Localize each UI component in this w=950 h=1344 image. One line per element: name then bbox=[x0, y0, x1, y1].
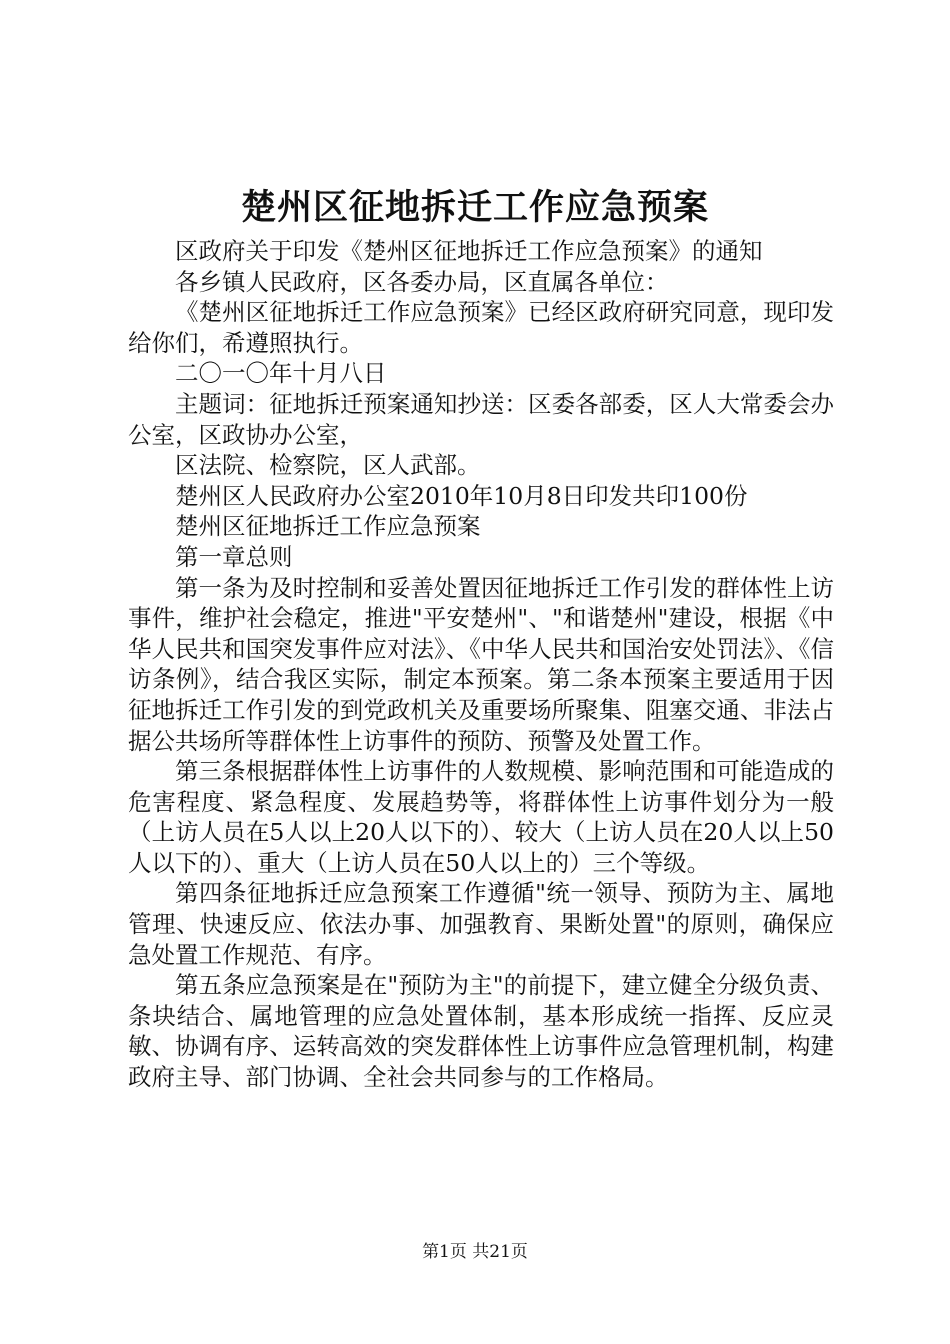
subject-words-line: 主题词：征地拆迁预案通知抄送：区委各部委，区人大常委会办公室，区政协办公室， bbox=[128, 389, 834, 449]
article-3-paragraph: 第三条根据群体性上访事件的人数规模、影响范围和可能造成的危害程度、紧急程度、发展趋势等，将群体性上访事件划分为一般（上访人员在5人以上20人以下的）、较大（上访人员在20人以上50人以下的）、重大（上访人员在50人以上的）三个等级。 bbox=[128, 757, 834, 877]
notice-content: 《楚州区征地拆迁工作应急预案》已经区政府研究同意，现印发给你们，希遵照执行。 bbox=[128, 298, 834, 357]
notice-date: 二〇一〇年十月八日 bbox=[175, 359, 387, 388]
cc-continuation-line: 区法院、检察院，区人武部。 bbox=[175, 451, 481, 480]
document-body bbox=[128, 236, 834, 1093]
chapter-heading: 第一章总则 bbox=[175, 542, 293, 571]
print-info-line: 楚州区人民政府办公室2010年10月8日印发共印100份 bbox=[175, 481, 748, 510]
article-1-2-paragraph: 第一条为及时控制和妥善处置因征地拆迁工作引发的群体性上访事件，维护社会稳定，推进"平安楚州"、"和谐楚州"建设，根据《中华人民共和国突发事件应对法》、《中华人民共和国治安处罚法》、《信访条例》，结合我区实际，制定本预案。第二条本预案主要适用于因征地拆迁工作引发的到党政机关及重要场所聚集、阻塞交通、非法占据公共场所等群体性上访事件的预防、预警及处置工作。 bbox=[128, 573, 834, 755]
article-5-paragraph: 第五条应急预案是在"预防为主"的前提下，建立健全分级负责、条块结合、属地管理的应急处置体制，基本形成统一指挥、反应灵敏、协调有序、运转高效的突发群体性上访事件应急管理机制，构建政府主导、部门协调、全社会共同参与的工作格局。 bbox=[128, 971, 834, 1092]
plan-subtitle: 楚州区征地拆迁工作应急预案 bbox=[175, 512, 481, 541]
document-title: 楚州区征地拆迁工作应急预案 bbox=[240, 187, 709, 228]
page-number-footer: 第1页 共21页 bbox=[422, 1242, 528, 1262]
article-4-paragraph: 第四条征地拆迁应急预案工作遵循"统一领导、预防为主、属地管理、快速反应、依法办事、加强教育、果断处置"的原则，确保应急处置工作规范、有序。 bbox=[128, 879, 834, 969]
notice-heading: 区政府关于印发《楚州区征地拆迁工作应急预案》的通知 bbox=[175, 237, 763, 265]
recipients-line: 各乡镇人民政府，区各委办局，区直属各单位： bbox=[175, 267, 669, 296]
